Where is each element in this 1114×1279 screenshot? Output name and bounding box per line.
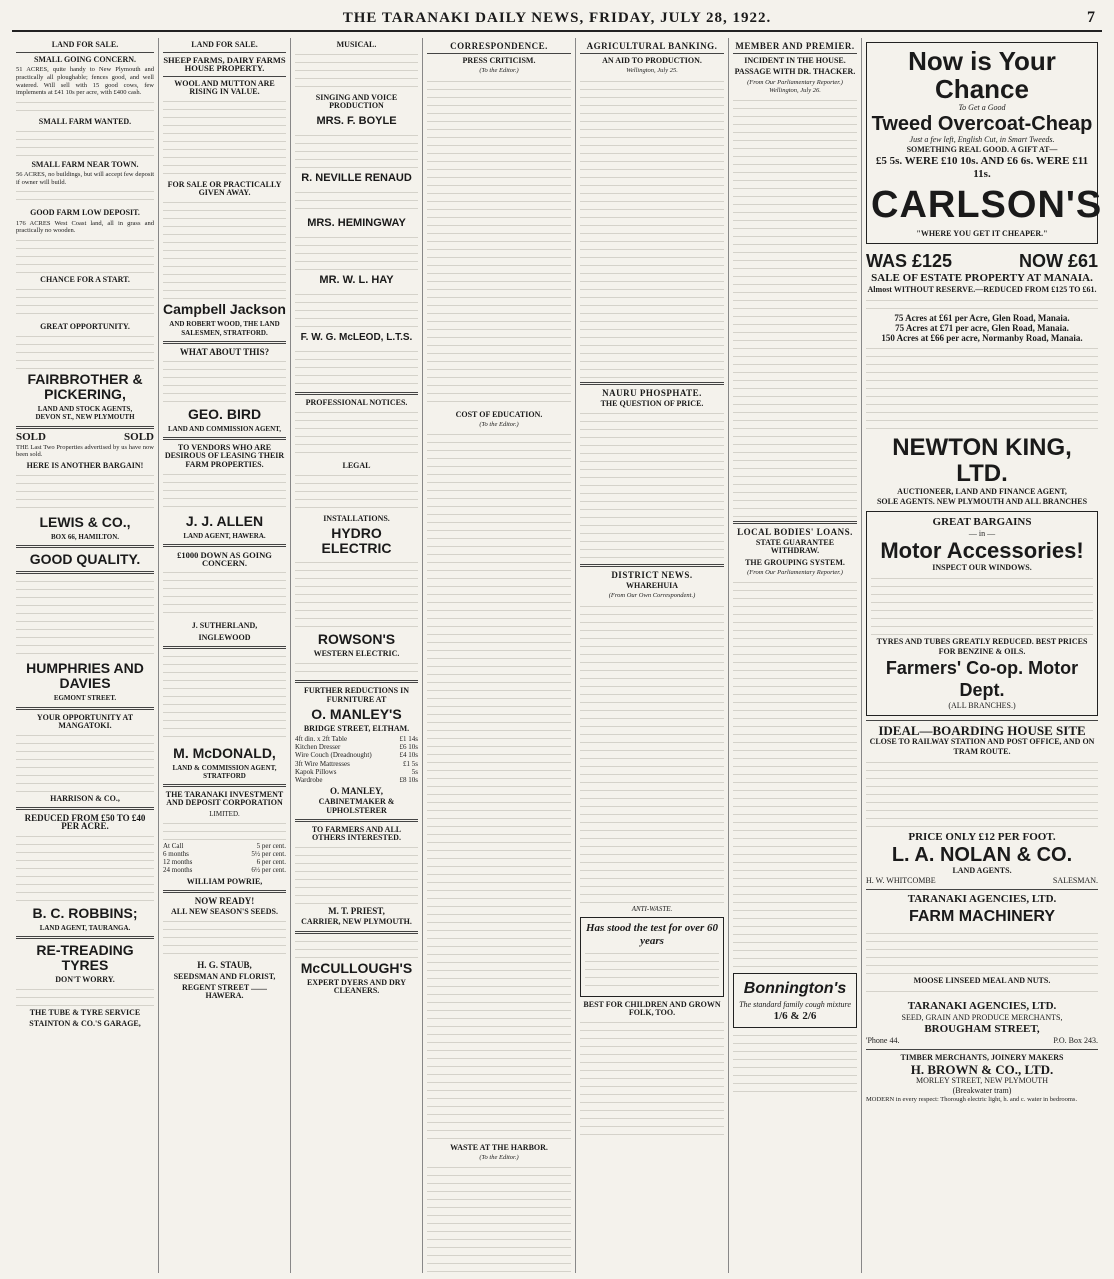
col1-header: LAND FOR SALE.	[51, 40, 119, 49]
sold-right: SOLD	[124, 430, 154, 443]
ad-sub: MOOSE LINSEED MEAL AND NUTS.	[913, 976, 1051, 985]
ad-head: NOW READY!	[194, 895, 255, 906]
price-row	[295, 776, 418, 784]
now-price: NOW £61	[1018, 251, 1098, 271]
ad-head: SMALL GOING CONCERN.	[33, 55, 136, 65]
ad-head: BEST FOR CHILDREN AND GROWN FOLK, TOO.	[583, 999, 721, 1018]
ad-sub: AUCTIONEER, LAND AND FINANCE AGENT,	[897, 487, 1067, 496]
article-byline: (From Our Parliamentary Reporter.)	[747, 78, 843, 86]
ad-line: Just a few left, English Cut, in Smart Tweeds.	[909, 135, 1055, 144]
ad-sub: Almost WITHOUT RESERVE.—REDUCED FROM £125 TO £61.	[867, 285, 1097, 294]
ad-sub: LIMITED.	[209, 809, 240, 818]
ad-head: SALE OF ESTATE PROPERTY AT MANAIA.	[871, 272, 1093, 284]
ad-bonnington	[733, 973, 857, 1028]
firm-name: Campbell Jackson	[163, 301, 286, 318]
rate-value: 5½ per cent.	[251, 850, 286, 859]
firm-name: HUMPHRIES AND DAVIES	[26, 660, 144, 692]
ad-head: WHAT ABOUT THIS?	[179, 346, 270, 357]
firm-sub: AND ROBERT WOOD, THE LAND SALESMEN, STRATFORD.	[169, 320, 280, 337]
ad-sub: SEED, GRAIN AND PRODUCE MERCHANTS,	[901, 1013, 1063, 1022]
retread-head: RE-TREADING TYRES	[36, 941, 134, 973]
ad-head: HYDRO ELECTRIC	[321, 525, 392, 557]
ad-head: THE TARANAKI INVESTMENT AND DEPOSIT CORPORATION	[165, 790, 284, 808]
teacher-name: R. NEVILLE RENAUD	[301, 171, 412, 184]
brown-logo: H. BROWN & CO., LTD.	[910, 1062, 1054, 1077]
ad-sub: LAND AGENTS.	[952, 866, 1012, 875]
ad-head: CHANCE FOR A START.	[40, 274, 130, 284]
firm-sub: LAND AND COMMISSION AGENT,	[167, 425, 282, 434]
article-subhead: AN AID TO PRODUCTION.	[602, 56, 702, 66]
section-head: NAURU PHOSPHATE.	[602, 387, 702, 398]
ad-sub: BROUGHAM STREET,	[924, 1023, 1040, 1035]
rate-value: 6½ per cent.	[251, 866, 286, 875]
ad-head: IDEAL—BOARDING HOUSE SITE	[878, 723, 1086, 738]
section-head: MEMBER AND PREMIER.	[735, 41, 855, 51]
article-sign: ANTI-WASTE.	[631, 904, 673, 913]
col2-header: LAND FOR SALE.	[191, 40, 258, 49]
firm-name: McCULLOUGH'S	[300, 959, 413, 976]
column-7	[862, 38, 1102, 1273]
article-byline: (From Our Parliamentary Reporter.)	[747, 568, 843, 576]
price-row	[295, 743, 418, 751]
article-subhead: WHAREHUIA	[625, 581, 678, 591]
ad-overcoat	[866, 42, 1102, 244]
price-item: Kitchen Dresser	[295, 743, 341, 752]
ad-head: TO VENDORS WHO ARE DESIROUS OF LEASING THEIR FARM PROPERTIES.	[164, 443, 285, 469]
ad-sub: CLOSE TO RAILWAY STATION AND POST OFFICE, AND ON TRAM ROUTE.	[869, 737, 1095, 756]
rate-row	[163, 842, 286, 850]
column-5	[576, 38, 729, 1273]
ad-head: GOOD FARM LOW DEPOSIT.	[30, 208, 140, 218]
firm-name: H. G. STAUB,	[197, 960, 252, 971]
nolan-logo: L. A. NOLAN & CO.	[891, 844, 1073, 866]
sold-text: THE Last Two Properties advertised by us have now been sold.	[16, 443, 154, 459]
section-head: DISTRICT NEWS.	[611, 570, 693, 581]
article-byline: (To the Editor.)	[479, 67, 519, 75]
carlson-logo: CARLSON'S	[871, 184, 1102, 226]
price-value: £4 10s	[399, 751, 418, 760]
section-head: INSTALLATIONS.	[323, 514, 390, 524]
ad-sub: SOLE AGENTS. NEW PLYMOUTH AND ALL BRANCHES	[876, 497, 1088, 506]
rate-term: 12 months	[163, 858, 193, 867]
rate-term: At Call	[163, 841, 184, 850]
firm-sub: LAND AGENT, TAURANGA.	[39, 923, 131, 932]
price-value: £1 5s	[403, 759, 418, 768]
lot-item: 150 Acres at £66 per acre, Normanby Road, Manaia.	[881, 333, 1083, 343]
rates-list	[163, 842, 286, 875]
column-2	[159, 38, 291, 1273]
bargain-head: HERE IS ANOTHER BARGAIN!	[26, 460, 144, 470]
column-4	[423, 38, 576, 1273]
article-dateline: Wellington, July 25.	[626, 67, 678, 75]
ad-head: FURTHER REDUCTIONS IN FURNITURE AT	[303, 686, 410, 704]
carlson-tagline: "WHERE YOU GET IT CHEAPER."	[916, 229, 1048, 238]
ad-sub: (Breakwater tram)	[952, 1086, 1012, 1095]
price-item: 4ft din. x 2ft Table	[295, 735, 348, 744]
newton-king-logo: NEWTON KING, LTD.	[892, 434, 1072, 487]
firm-sub: SEEDSMAN AND FLORIST,	[173, 971, 276, 981]
price-item: Kapok Pillows	[295, 767, 337, 776]
rate-row	[163, 866, 286, 874]
coop-head: Farmers' Co-op. Motor Dept.	[885, 658, 1079, 700]
firm-name: FAIRBROTHER & PICKERING,	[27, 371, 143, 403]
section-head: PROFESSIONAL NOTICES.	[305, 397, 408, 407]
section-head: LEGAL	[342, 460, 371, 470]
section-head: CORRESPONDENCE.	[450, 41, 548, 51]
nolan-footer	[866, 876, 1098, 886]
firm-sub: LAND & COMMISSION AGENT, STRATFORD	[172, 763, 277, 781]
ad-sub: The standard family cough mixture	[739, 1000, 851, 1010]
ad-price: 1/6 & 2/6	[773, 1010, 817, 1023]
firm-sub: CARRIER, NEW PLYMOUTH.	[301, 917, 412, 927]
article-byline: (From Our Own Correspondent.)	[608, 592, 696, 600]
ad-text: 51 ACRES, quite handy to New Plymouth and practically all ploughable; fences good, and well watered. Will sell with 15 good cows, few implements at £41 10s per acre, with £400 cash.	[16, 66, 154, 97]
price-value: 5s	[411, 767, 418, 776]
ad-sub: — in —	[968, 529, 996, 538]
firm-name: HARRISON & CO.,	[50, 793, 120, 803]
ad-stood-test	[580, 917, 724, 997]
price-item: 3ft Wire Mattresses	[295, 759, 350, 768]
firm-sub: LAND AND STOCK AGENTS,	[37, 405, 133, 414]
ad-head: SMALL FARM NEAR TOWN.	[31, 159, 139, 169]
section-head: MUSICAL.	[336, 40, 377, 49]
agencies-footer	[866, 1036, 1098, 1046]
ad-head: GREAT OPPORTUNITY.	[40, 321, 130, 331]
page-number: 7	[1087, 9, 1096, 26]
motor-head: Motor Accessories!	[880, 538, 1084, 563]
teacher-name: F. W. G. McLEOD, L.T.S.	[300, 331, 413, 343]
rate-value: 5 per cent.	[256, 841, 286, 850]
rate-term: 6 months	[163, 850, 189, 859]
article-subhead: COST OF EDUCATION.	[455, 409, 543, 419]
firm-sub: LAND AGENT, HAWERA.	[183, 531, 266, 540]
ad-head: TARANAKI AGENCIES, LTD.	[907, 893, 1057, 905]
phone: 'Phone 44.	[866, 1036, 900, 1045]
article-byline: (To the Editor.)	[479, 1154, 519, 1162]
price-row	[295, 751, 418, 759]
firm-name: GEO. BIRD	[187, 406, 262, 423]
column-3	[291, 38, 423, 1273]
good-quality-head: GOOD QUALITY.	[29, 551, 141, 568]
ad-line: £5 5s. WERE £10 10s. AND £6 6s. WERE £11 11s.	[875, 155, 1089, 180]
ad-head: Bonnington's	[743, 980, 847, 998]
lot-item: 75 Acres at £71 per acre, Glen Road, Manaia.	[895, 323, 1069, 333]
ad-text: 56 ACRES, no buildings, but will accept few deposit if owner will build.	[16, 171, 154, 186]
firm-name: WILLIAM POWRIE,	[186, 876, 263, 886]
firm-name: O. MANLEY'S	[311, 705, 402, 722]
ad-sub: MORLEY STREET, NEW PLYMOUTH	[916, 1076, 1048, 1085]
ad-head: FARM MACHINERY	[908, 908, 1056, 925]
ad-text: MODERN in every respect: Thorough electric light, h. and c. water in bedrooms.	[866, 1096, 1078, 1103]
ad-head: FOR SALE OR PRACTICALLY GIVEN AWAY.	[167, 180, 282, 198]
firm-name: THE TUBE & TYRE SERVICE	[29, 1008, 141, 1017]
ad-sub: (ALL BRANCHES.)	[948, 701, 1016, 710]
firm-sub: BRIDGE STREET, ELTHAM.	[303, 723, 410, 733]
ad-head: ALL NEW SEASON'S SEEDS.	[170, 907, 278, 917]
lots-list	[866, 313, 1098, 343]
opp-head: YOUR OPPORTUNITY AT MANGATOKI.	[36, 712, 134, 730]
firm-address: DEVON ST., NEW PLYMOUTH	[35, 413, 135, 422]
nolan-left: H. W. WHITCOMBE	[866, 876, 936, 885]
ad-line: To Get a Good	[958, 103, 1006, 112]
sold-banner	[16, 430, 154, 443]
ad-head: Has stood the test for over 60 years	[586, 921, 718, 947]
firm-sub: INGLEWOOD	[198, 632, 251, 642]
lot-item: 75 Acres at £61 per Acre, Glen Road, Manaia.	[894, 313, 1070, 323]
column-1	[12, 38, 159, 1273]
rate-value: 6 per cent.	[256, 858, 286, 867]
retread-sub: DON'T WORRY.	[55, 974, 115, 984]
article-dateline: Wellington, July 26.	[769, 86, 821, 94]
price-row	[295, 760, 418, 768]
firm-name: ROWSON'S	[317, 631, 396, 648]
ad-head: SINGING AND VOICE PRODUCTION	[315, 93, 398, 111]
ad-head: TIMBER MERCHANTS, JOINERY MAKERS	[900, 1053, 1064, 1062]
price-list	[295, 735, 418, 784]
rate-term: 24 months	[163, 866, 193, 875]
firm-name: M. T. PRIEST,	[328, 906, 385, 917]
firm-address: BOX 66, HAMILTON.	[50, 533, 120, 542]
firm-sub: EXPERT DYERS AND DRY CLEANERS.	[306, 977, 407, 995]
reduced-head: REDUCED FROM £50 TO £40 PER ACRE.	[24, 813, 146, 832]
ad-text: 176 ACRES West Coast land, all in grass and practically no wooden.	[16, 219, 154, 235]
price-value: £1 14s	[399, 735, 418, 744]
nolan-right: SALESMAN.	[1052, 876, 1098, 885]
ad-line: Tweed Overcoat-Cheap	[871, 113, 1093, 135]
firm-sub: CABINETMAKER & UPHOLSTERER	[318, 797, 395, 815]
ad-head: TARANAKI AGENCIES, LTD.	[907, 1000, 1057, 1012]
article-subhead: WASTE AT THE HARBOR.	[450, 1143, 548, 1153]
ad-head: GREAT BARGAINS	[932, 516, 1032, 528]
article-subhead: PASSAGE WITH DR. THACKER.	[734, 67, 856, 77]
firm-address: STAINTON & CO.'S GARAGE,	[29, 1019, 141, 1029]
column-6	[729, 38, 862, 1273]
sold-left: SOLD	[16, 430, 46, 443]
firm-address: EGMONT STREET.	[53, 694, 117, 703]
rate-row	[163, 850, 286, 858]
ad-headline: Now is Your Chance	[908, 46, 1056, 104]
teacher-name: MRS. HEMINGWAY	[307, 216, 406, 229]
price-value: £6 10s	[399, 743, 418, 752]
ad-sub: TYRES AND TUBES GREATLY REDUCED. BEST PRICES FOR BENZINE & OILS.	[876, 637, 1088, 656]
firm-name: LEWIS & CO.,	[39, 514, 131, 531]
article-subhead: STATE GUARANTEE WITHDRAW.	[755, 538, 835, 556]
price-value: £8 10s	[399, 776, 418, 785]
ad-head: SHEEP FARMS, DAIRY FARMS HOUSE PROPERTY.	[163, 55, 286, 74]
ad-line: SOMETHING REAL GOOD. A GIFT AT—	[906, 145, 1058, 154]
article-subhead: THE GROUPING SYSTEM.	[745, 557, 845, 567]
price-item: Wire Couch (Dreadnought)	[295, 751, 372, 760]
masthead	[12, 6, 1102, 32]
ad-head: £1000 DOWN AS GOING CONCERN.	[177, 550, 272, 569]
firm-name: O. MANLEY,	[330, 786, 383, 797]
ad-motor	[866, 511, 1098, 716]
article-subhead: THE QUESTION OF PRICE.	[600, 398, 704, 408]
price-item: Wardrobe	[295, 776, 323, 785]
firm-name: J. J. ALLEN	[185, 512, 264, 529]
section-head: LOCAL BODIES' LOANS.	[737, 527, 853, 538]
ad-price: PRICE ONLY £12 PER FOOT.	[908, 831, 1056, 843]
price-row	[295, 735, 418, 743]
firm-name: M. McDONALD,	[173, 744, 276, 761]
was-price: WAS £125	[866, 251, 953, 271]
firm-name: B. C. ROBBINS;	[32, 904, 138, 921]
article-byline: (To the Editor.)	[479, 420, 519, 428]
firm-name: J. SUTHERLAND,	[191, 621, 258, 631]
rate-row	[163, 858, 286, 866]
ad-head: SMALL FARM WANTED.	[38, 116, 132, 126]
ad-head: WOOL AND MUTTON ARE RISING IN VALUE.	[174, 78, 275, 96]
section-head: AGRICULTURAL BANKING.	[586, 41, 718, 51]
price-banner	[866, 250, 1098, 272]
article-subhead: PRESS CRITICISM.	[462, 56, 536, 66]
firm-sub: WESTERN ELECTRIC.	[313, 649, 400, 659]
masthead-title: THE TARANAKI DAILY NEWS, FRIDAY, JULY 28, 1922.	[342, 9, 772, 26]
price-row	[295, 768, 418, 776]
ad-head: TO FARMERS AND ALL OTHERS INTERESTED.	[311, 824, 402, 843]
teacher-name: MRS. F. BOYLE	[316, 114, 397, 127]
po-box: P.O. Box 243.	[1053, 1036, 1098, 1045]
teacher-name: MR. W. L. HAY	[319, 273, 394, 286]
firm-address: REGENT STREET ........ HAWERA.	[181, 982, 268, 1000]
ad-sub: INSPECT OUR WINDOWS.	[932, 563, 1032, 572]
article-subhead: INCIDENT IN THE HOUSE.	[744, 56, 846, 66]
